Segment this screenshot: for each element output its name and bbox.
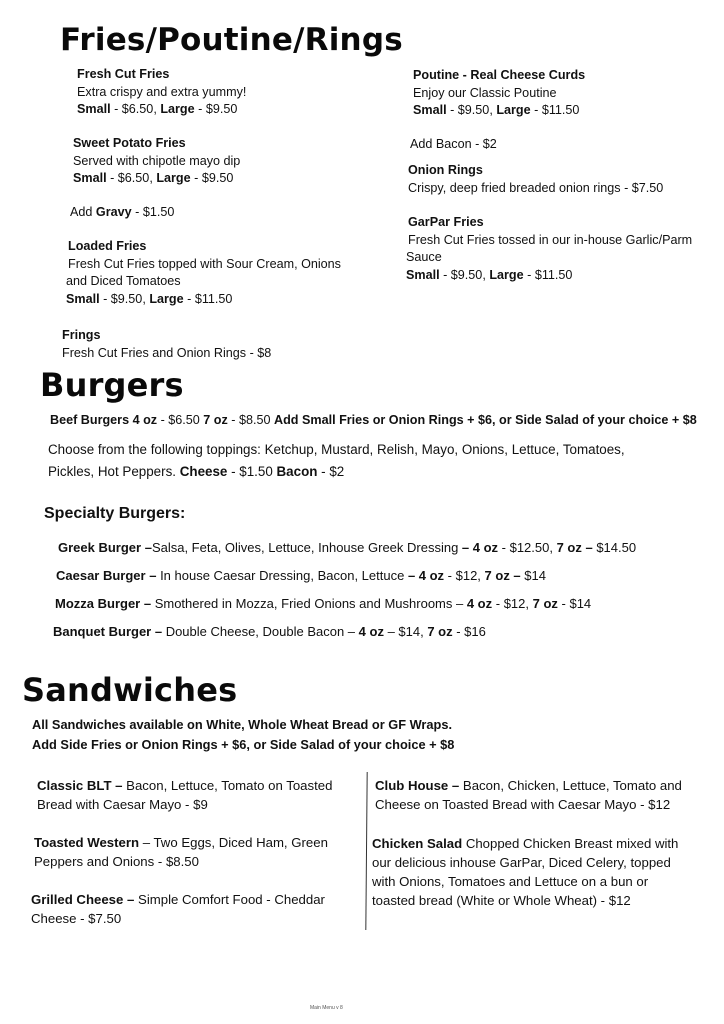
item-name: Poutine - Real Cheese Curds (413, 68, 586, 82)
beef-addon: Add Small Fries or Onion Rings + $6, or Side Salad of your choice + $8 (274, 413, 697, 427)
item-desc-2: and Diced Tomatoes (66, 274, 181, 288)
price-4oz: – $14, (383, 624, 428, 639)
size-small-price: - $9.50, (99, 291, 150, 306)
toppings-line-1: Choose from the following toppings: Ketchup, Mustard, Relish, Mayo, Onions, Lettuce, Tomatoes, (48, 442, 625, 457)
size-4oz: – 4 oz (461, 540, 499, 555)
menu-item-fresh-cut-fries (77, 66, 246, 119)
menu-item-frings (62, 327, 271, 362)
size-small-label: Small (77, 102, 111, 116)
menu-item-poutine (413, 67, 585, 120)
item-name: Classic BLT – (37, 778, 123, 793)
size-small-price: - $9.50, (439, 267, 490, 282)
menu-item-caesar-burger (56, 565, 546, 587)
beef-7oz-price: - $8.50 (227, 413, 275, 427)
size-7oz: 7 oz (532, 596, 558, 611)
size-small-label: Small (66, 291, 100, 306)
size-large-label: Large (489, 267, 524, 282)
item-name: Chicken Salad (372, 836, 463, 851)
addon-price: - $1.50 (131, 205, 175, 219)
menu-item-mozza-burger (55, 593, 591, 615)
size-7oz: 7 oz – (556, 540, 593, 555)
item-desc-1: Fresh Cut Fries tossed in our in-house Garlic/Parm (408, 232, 693, 247)
size-large-price: - $11.50 (523, 267, 573, 282)
size-large-label: Large (156, 171, 191, 185)
menu-item-classic-blt (37, 776, 332, 814)
item-line-1 (375, 776, 682, 795)
beef-4oz-price: - $6.50 (157, 413, 204, 427)
item-price (66, 291, 341, 309)
item-desc: Fresh Cut Fries and Onion Rings - $8 (62, 345, 272, 360)
menu-item-grilled-cheese (31, 890, 325, 928)
item-desc-4: toasted bread (White or Whole Wheat) - $12 (372, 893, 631, 908)
item-desc-1: Chopped Chicken Breast mixed with (462, 836, 679, 851)
addon-name: Gravy (95, 205, 132, 219)
menu-item-sweet-potato-fries (73, 135, 240, 188)
item-desc-2: Bread with Caesar Mayo - $9 (37, 797, 208, 812)
addon-pre: Add (70, 205, 96, 219)
item-desc: Crispy, deep fried breaded onion rings - $7.50 (408, 180, 664, 195)
size-small-label: Small (413, 103, 447, 117)
size-4oz: – 4 oz (407, 568, 445, 583)
item-name: Grilled Cheese – (31, 892, 135, 907)
size-large-price: - $11.50 (530, 103, 580, 117)
cheese-price: - $1.50 (227, 464, 277, 479)
item-price (406, 267, 692, 285)
item-name: Caesar Burger – (56, 568, 157, 583)
size-small-price: - $6.50, (106, 171, 157, 185)
size-7oz: 7 oz (427, 624, 453, 639)
item-desc: Smothered in Mozza, Fried Onions and Mushrooms – (151, 596, 467, 611)
item-name: Toasted Western (34, 835, 140, 850)
sandwiches-section-title: Sandwiches (22, 671, 238, 709)
item-desc: In house Caesar Dressing, Bacon, Lettuce (156, 568, 408, 583)
item-name: GarPar Fries (408, 215, 484, 229)
menu-item-banquet-burger (53, 621, 486, 643)
size-4oz: 4 oz (466, 596, 493, 611)
item-name: Frings (62, 328, 101, 342)
bacon-price: - $2 (317, 464, 345, 479)
size-small-price: - $9.50, (446, 103, 497, 117)
item-desc-1: – Two Eggs, Diced Ham, Green (139, 835, 328, 850)
size-7oz: 7 oz – (484, 568, 521, 583)
size-small-label: Small (73, 171, 107, 185)
cheese-label: Cheese (179, 464, 228, 479)
beef-4oz-label: Beef Burgers 4 oz (50, 413, 158, 427)
item-line-1 (31, 890, 325, 909)
price-4oz: - $12, (492, 596, 533, 611)
beef-7oz-label: 7 oz (203, 413, 228, 427)
item-price (413, 102, 585, 120)
item-desc-2: Cheese on Toasted Bread with Caesar Mayo - $12 (375, 797, 671, 812)
item-desc-1: Fresh Cut Fries topped with Sour Cream, Onions (68, 256, 341, 271)
price-7oz: $14.50 (592, 540, 637, 555)
menu-item-toasted-western (34, 833, 328, 871)
item-desc: Served with chipotle mayo dip (73, 153, 241, 168)
beef-burgers-line (50, 409, 697, 431)
menu-item-garpar-fries (406, 214, 692, 284)
column-divider (365, 772, 367, 930)
item-name: Banquet Burger – (53, 624, 163, 639)
size-small-label: Small (406, 267, 440, 282)
item-name: Greek Burger – (58, 540, 152, 555)
item-line-1 (372, 834, 678, 853)
price-4oz: - $12, (444, 568, 485, 583)
fries-section-title: Fries/Poutine/Rings (60, 22, 403, 58)
price-7oz: - $14 (557, 596, 592, 611)
item-name: Mozza Burger – (55, 596, 152, 611)
menu-item-club-house (375, 776, 682, 814)
size-large-label: Large (160, 102, 195, 116)
item-desc-2: Peppers and Onions - $8.50 (34, 854, 199, 869)
addon-bacon: Add Bacon - $2 (410, 137, 497, 151)
item-desc-1: Bacon, Lettuce, Tomato on Toasted (122, 778, 333, 793)
price-7oz: - $16 (452, 624, 486, 639)
item-name: Club House – (375, 778, 460, 793)
price-7oz: $14 (520, 568, 546, 583)
size-small-price: - $6.50, (110, 102, 161, 116)
item-name: Loaded Fries (68, 239, 147, 253)
item-desc-2: Cheese - $7.50 (31, 911, 122, 926)
item-desc: Salsa, Feta, Olives, Lettuce, Inhouse Greek Dressing (151, 540, 462, 555)
item-desc-1: Bacon, Chicken, Lettuce, Tomato and (459, 778, 682, 793)
toppings-line-2 (48, 461, 344, 483)
item-desc: Double Cheese, Double Bacon – (162, 624, 359, 639)
size-large-price: - $9.50 (190, 171, 234, 185)
size-large-label: Large (149, 291, 184, 306)
item-desc: Enjoy our Classic Poutine (413, 85, 557, 100)
sandwich-note-1: All Sandwiches available on White, Whole Wheat Bread or GF Wraps. (32, 717, 453, 732)
item-desc-2: Sauce (406, 250, 442, 264)
item-name: Fresh Cut Fries (77, 67, 170, 81)
burgers-section-title: Burgers (40, 366, 184, 404)
toppings-list: Pickles, Hot Peppers. (48, 464, 180, 479)
size-large-label: Large (496, 103, 531, 117)
item-name: Onion Rings (408, 163, 483, 177)
menu-item-onion-rings (408, 162, 663, 197)
item-price (77, 101, 246, 119)
menu-item-loaded-fries (66, 238, 341, 308)
item-desc-2: our delicious inhouse GarPar, Diced Celery, topped (372, 855, 671, 870)
size-large-price: - $11.50 (183, 291, 233, 306)
item-price (73, 170, 240, 188)
menu-item-chicken-salad (372, 834, 678, 910)
item-line-1 (37, 776, 332, 795)
bacon-label: Bacon (276, 464, 318, 479)
sandwich-note-2: Add Side Fries or Onion Rings + $6, or Side Salad of your choice + $8 (32, 737, 455, 752)
footer-version: Main Menu v 8 (310, 1005, 343, 1011)
item-desc-3: with Onions, Tomatoes and Lettuce on a bun or (372, 874, 649, 889)
item-line-1 (34, 833, 328, 852)
item-desc: Extra crispy and extra yummy! (77, 84, 247, 99)
menu-item-greek-burger (58, 537, 636, 559)
size-large-price: - $9.50 (194, 102, 238, 116)
price-4oz: - $12.50, (498, 540, 557, 555)
addon-gravy (70, 204, 174, 222)
specialty-burgers-title: Specialty Burgers: (44, 505, 186, 522)
item-desc-1: Simple Comfort Food - Cheddar (134, 892, 325, 907)
item-name: Sweet Potato Fries (73, 136, 186, 150)
size-4oz: 4 oz (358, 624, 384, 639)
